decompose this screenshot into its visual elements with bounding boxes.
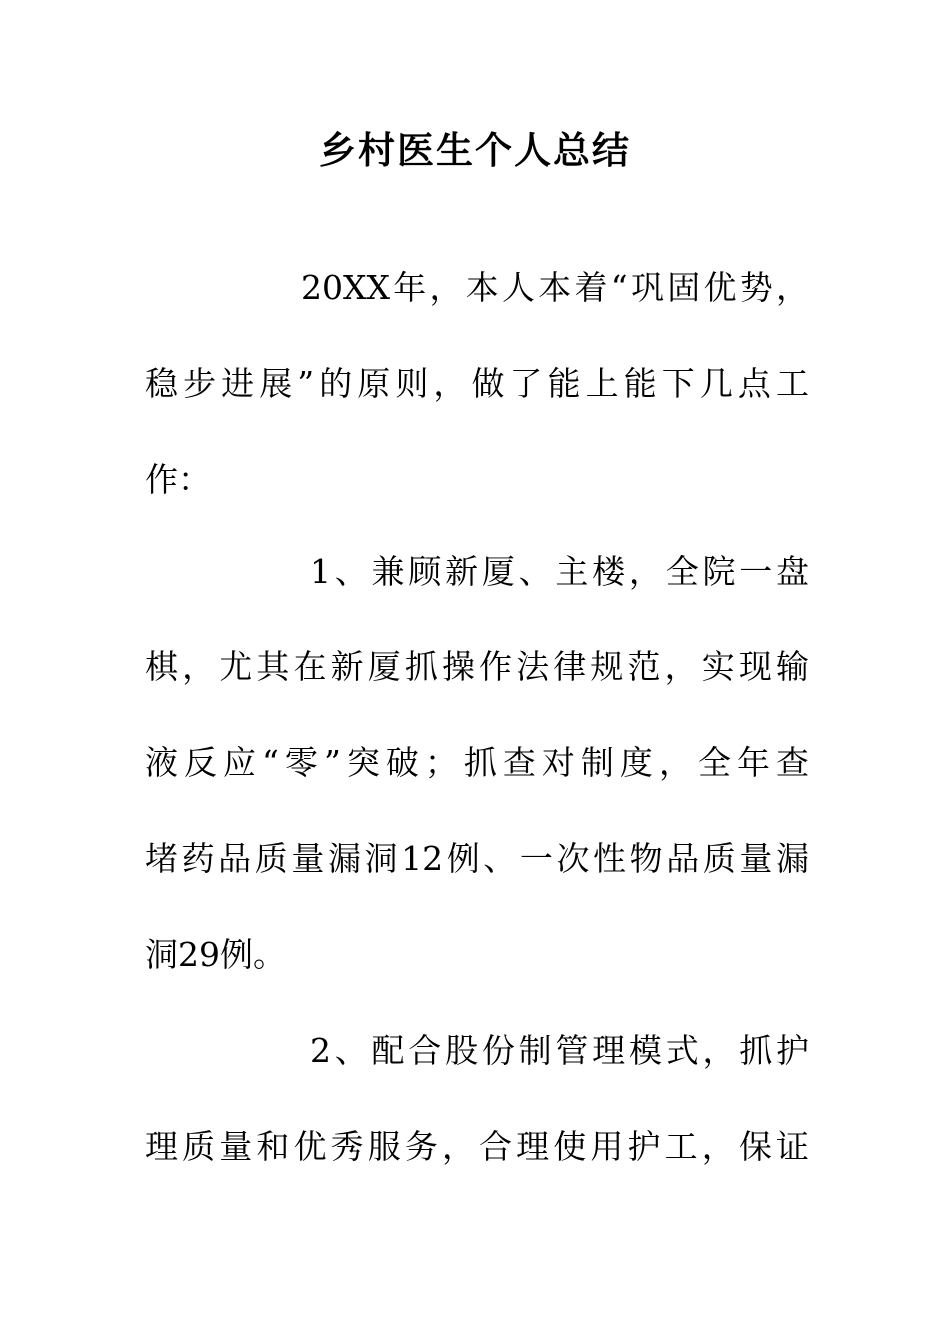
paragraph-line: 堵药品质量漏洞12例、一次性物品质量漏 xyxy=(145,839,809,878)
paragraph-line: 洞29例。 xyxy=(145,935,286,974)
paragraph-line: 2、配合股份制管理模式，抓护 xyxy=(310,1031,809,1070)
paragraph-line: 理质量和优秀服务，合理使用护工，保证 xyxy=(145,1127,809,1166)
document-title: 乡村医生个人总结 xyxy=(319,129,631,172)
paragraph-line: 棋，尤其在新厦抓操作法律规范，实现输 xyxy=(145,647,809,686)
paragraph-line: 1、兼顾新厦、主楼，全院一盘 xyxy=(310,552,809,591)
paragraph-line: 稳步进展”的原则，做了能上能下几点工 xyxy=(145,364,809,403)
paragraph-line: 20XX年，本人本着“巩固优势， xyxy=(301,268,809,307)
paragraph-line: 液反应“零”突破；抓查对制度，全年查 xyxy=(145,743,809,782)
paragraph-line: 作： xyxy=(145,460,211,499)
